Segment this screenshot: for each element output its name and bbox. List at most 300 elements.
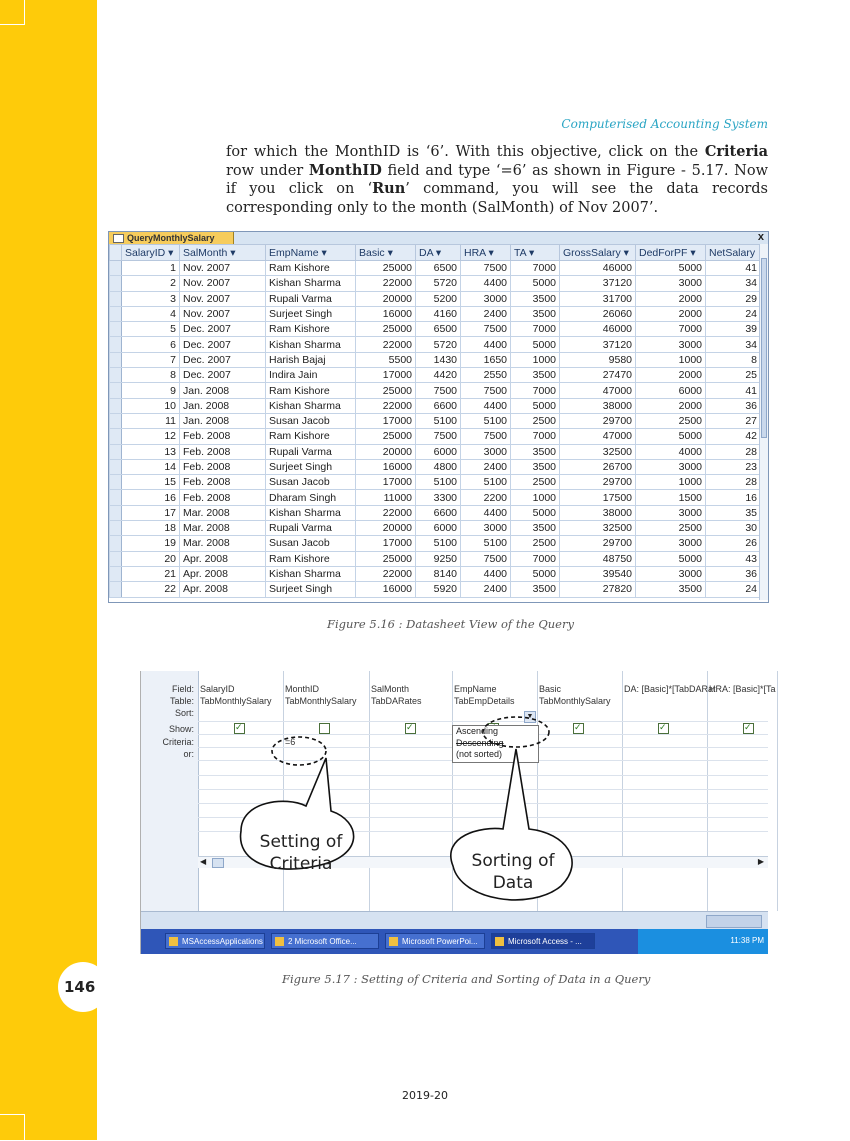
table-cell[interactable]: 22000 xyxy=(356,276,416,291)
table-cell[interactable]: 17500 xyxy=(560,490,636,505)
table-cell[interactable]: 4800 xyxy=(416,459,461,474)
table-row[interactable] xyxy=(110,276,761,291)
table-cell[interactable]: 4 xyxy=(122,306,180,321)
table-cell[interactable]: 3000 xyxy=(636,566,706,581)
table-cell[interactable]: 29700 xyxy=(560,413,636,428)
table-cell[interactable]: 28 xyxy=(706,444,761,459)
table-row[interactable] xyxy=(110,383,761,398)
table-cell[interactable]: 43 xyxy=(706,551,761,566)
table-cell[interactable]: 6000 xyxy=(636,383,706,398)
table-cell[interactable]: 25000 xyxy=(356,322,416,337)
table-cell[interactable]: 42 xyxy=(706,429,761,444)
table-cell[interactable]: 3500 xyxy=(511,306,560,321)
table-cell[interactable]: 2000 xyxy=(636,398,706,413)
criteria-cell[interactable]: =6 xyxy=(285,737,296,747)
table-cell[interactable]: 2400 xyxy=(461,582,511,597)
table-cell[interactable]: 7500 xyxy=(416,429,461,444)
row-selector[interactable] xyxy=(110,398,122,413)
table-cell[interactable]: 5100 xyxy=(416,536,461,551)
table-cell[interactable]: Dec. 2007 xyxy=(180,322,266,337)
taskbar-item-access[interactable]: Microsoft Access - ... xyxy=(491,933,595,949)
table-cell[interactable]: 22 xyxy=(122,582,180,597)
row-selector[interactable] xyxy=(110,322,122,337)
table-cell[interactable]: 3 xyxy=(122,291,180,306)
table-cell[interactable]: 24 xyxy=(706,306,761,321)
row-selector-header[interactable] xyxy=(110,245,122,261)
table-cell[interactable]: 37120 xyxy=(560,337,636,352)
table-cell[interactable]: Jan. 2008 xyxy=(180,413,266,428)
column-header[interactable]: NetSalary xyxy=(706,245,761,261)
table-cell[interactable]: 8 xyxy=(706,352,761,367)
field-cell[interactable]: MonthID xyxy=(285,684,320,694)
table-cell[interactable]: 23 xyxy=(706,459,761,474)
row-selector[interactable] xyxy=(110,413,122,428)
table-cell[interactable]: Dharam Singh xyxy=(266,490,356,505)
table-cell[interactable]: Rupali Varma xyxy=(266,291,356,306)
table-cell[interactable]: 18 xyxy=(122,521,180,536)
table-cell[interactable]: 5000 xyxy=(511,398,560,413)
table-cell[interactable]: Kishan Sharma xyxy=(266,337,356,352)
table-row[interactable] xyxy=(110,475,761,490)
column-header[interactable]: DedForPF ▾ xyxy=(636,245,706,261)
table-cell[interactable]: 5000 xyxy=(511,566,560,581)
table-cell[interactable]: 2500 xyxy=(511,475,560,490)
row-selector[interactable] xyxy=(110,306,122,321)
table-cell[interactable]: 41 xyxy=(706,383,761,398)
table-cell[interactable]: Dec. 2007 xyxy=(180,368,266,383)
table-cell[interactable]: 39540 xyxy=(560,566,636,581)
table-cell[interactable]: 27470 xyxy=(560,368,636,383)
table-cell[interactable]: 34 xyxy=(706,276,761,291)
table-cell[interactable]: 5500 xyxy=(356,352,416,367)
row-selector[interactable] xyxy=(110,337,122,352)
table-cell[interactable]: 6500 xyxy=(416,261,461,276)
table-cell[interactable]: 2500 xyxy=(636,521,706,536)
table-cell[interactable]: Rupali Varma xyxy=(266,444,356,459)
table-cell[interactable]: TabDARates xyxy=(371,696,422,706)
table-cell[interactable]: 22000 xyxy=(356,337,416,352)
table-cell[interactable]: 7000 xyxy=(511,322,560,337)
table-cell[interactable]: 22000 xyxy=(356,505,416,520)
table-cell[interactable]: 13 xyxy=(122,444,180,459)
table-cell[interactable]: 32500 xyxy=(560,444,636,459)
table-cell[interactable]: Mar. 2008 xyxy=(180,536,266,551)
table-cell[interactable]: 4420 xyxy=(416,368,461,383)
table-cell[interactable]: TabMonthlySalary xyxy=(285,696,357,706)
table-cell[interactable]: 2400 xyxy=(461,459,511,474)
table-cell[interactable]: TabMonthlySalary xyxy=(539,696,611,706)
table-cell[interactable]: Dec. 2007 xyxy=(180,352,266,367)
column-header[interactable]: SalMonth ▾ xyxy=(180,245,266,261)
table-cell[interactable]: 5000 xyxy=(511,505,560,520)
table-cell[interactable]: 4400 xyxy=(461,398,511,413)
table-cell[interactable]: 4160 xyxy=(416,306,461,321)
table-cell[interactable]: 3500 xyxy=(511,444,560,459)
table-row[interactable] xyxy=(110,352,761,367)
table-cell[interactable]: 22000 xyxy=(356,398,416,413)
row-selector[interactable] xyxy=(110,276,122,291)
table-cell[interactable]: 6500 xyxy=(416,322,461,337)
table-row[interactable] xyxy=(110,444,761,459)
table-row[interactable] xyxy=(110,291,761,306)
row-selector[interactable] xyxy=(110,429,122,444)
table-row[interactable] xyxy=(110,536,761,551)
field-cell[interactable]: EmpName xyxy=(454,684,497,694)
table-cell[interactable]: 21 xyxy=(122,566,180,581)
table-cell[interactable]: Feb. 2008 xyxy=(180,444,266,459)
table-cell[interactable]: 6600 xyxy=(416,398,461,413)
table-cell[interactable]: 11000 xyxy=(356,490,416,505)
table-cell[interactable]: 3000 xyxy=(636,459,706,474)
row-selector[interactable] xyxy=(110,536,122,551)
table-cell[interactable]: 16 xyxy=(706,490,761,505)
column-header[interactable]: DA ▾ xyxy=(416,245,461,261)
table-cell[interactable]: 7500 xyxy=(461,429,511,444)
table-cell[interactable]: 3500 xyxy=(511,459,560,474)
table-cell[interactable]: 5 xyxy=(122,322,180,337)
table-cell[interactable]: 4400 xyxy=(461,276,511,291)
table-cell[interactable]: Ram Kishore xyxy=(266,322,356,337)
table-cell[interactable]: 16000 xyxy=(356,582,416,597)
table-cell[interactable]: 25000 xyxy=(356,551,416,566)
row-selector[interactable] xyxy=(110,352,122,367)
table-cell[interactable]: 7500 xyxy=(461,322,511,337)
table-cell[interactable]: 1000 xyxy=(511,490,560,505)
taskbar-item-powerpoint[interactable]: Microsoft PowerPoi... xyxy=(385,933,485,949)
table-cell[interactable]: 3000 xyxy=(636,536,706,551)
table-cell[interactable]: 3000 xyxy=(636,276,706,291)
table-cell[interactable]: 2500 xyxy=(511,536,560,551)
scroll-thumb[interactable] xyxy=(761,258,767,438)
table-cell[interactable]: 3500 xyxy=(636,582,706,597)
table-cell[interactable]: Ram Kishore xyxy=(266,261,356,276)
table-cell[interactable]: 5000 xyxy=(636,551,706,566)
table-cell[interactable]: 29700 xyxy=(560,536,636,551)
vertical-scrollbar[interactable] xyxy=(759,244,768,600)
row-selector[interactable] xyxy=(110,582,122,597)
table-row[interactable] xyxy=(110,459,761,474)
table-cell[interactable]: Susan Jacob xyxy=(266,413,356,428)
table-cell[interactable]: Nov. 2007 xyxy=(180,261,266,276)
table-cell[interactable]: Apr. 2008 xyxy=(180,582,266,597)
table-cell[interactable]: 29700 xyxy=(560,475,636,490)
table-row[interactable] xyxy=(110,582,761,597)
table-cell[interactable]: 7500 xyxy=(461,261,511,276)
table-row[interactable] xyxy=(110,413,761,428)
row-selector[interactable] xyxy=(110,490,122,505)
table-cell[interactable]: 9250 xyxy=(416,551,461,566)
table-row[interactable] xyxy=(110,261,761,276)
row-selector[interactable] xyxy=(110,566,122,581)
table-cell[interactable]: Indira Jain xyxy=(266,368,356,383)
table-cell[interactable]: 27 xyxy=(706,413,761,428)
table-cell[interactable]: 5100 xyxy=(461,413,511,428)
table-cell[interactable]: 5720 xyxy=(416,337,461,352)
table-cell[interactable]: 47000 xyxy=(560,429,636,444)
table-cell[interactable]: 7500 xyxy=(416,383,461,398)
table-cell[interactable]: 36 xyxy=(706,398,761,413)
table-cell[interactable]: 2500 xyxy=(511,413,560,428)
table-cell[interactable]: Mar. 2008 xyxy=(180,505,266,520)
table-cell[interactable]: 38000 xyxy=(560,505,636,520)
table-cell[interactable]: 5100 xyxy=(461,475,511,490)
column-header[interactable]: GrossSalary ▾ xyxy=(560,245,636,261)
table-cell[interactable]: 17000 xyxy=(356,413,416,428)
table-cell[interactable]: 2000 xyxy=(636,306,706,321)
table-cell[interactable]: 3500 xyxy=(511,582,560,597)
table-cell[interactable]: Feb. 2008 xyxy=(180,459,266,474)
scroll-left-icon[interactable]: ◀ xyxy=(200,857,207,866)
row-selector[interactable] xyxy=(110,505,122,520)
table-cell[interactable]: 22000 xyxy=(356,566,416,581)
row-selector[interactable] xyxy=(110,368,122,383)
table-row[interactable] xyxy=(110,551,761,566)
table-cell[interactable]: 7 xyxy=(122,352,180,367)
field-cell[interactable]: DA: [Basic]*[TabDARat xyxy=(624,684,716,694)
table-cell[interactable]: Apr. 2008 xyxy=(180,566,266,581)
field-cell[interactable]: Basic xyxy=(539,684,562,694)
table-cell[interactable]: 5000 xyxy=(636,429,706,444)
table-row[interactable] xyxy=(110,398,761,413)
row-selector[interactable] xyxy=(110,551,122,566)
table-cell[interactable]: Kishan Sharma xyxy=(266,566,356,581)
table-cell[interactable]: 3000 xyxy=(636,337,706,352)
table-cell[interactable]: 31700 xyxy=(560,291,636,306)
table-cell[interactable]: 32500 xyxy=(560,521,636,536)
table-cell[interactable]: Surjeet Singh xyxy=(266,459,356,474)
table-cell[interactable]: Ram Kishore xyxy=(266,551,356,566)
row-selector[interactable] xyxy=(110,521,122,536)
table-cell[interactable]: Jan. 2008 xyxy=(180,383,266,398)
table-cell[interactable]: 39 xyxy=(706,322,761,337)
query-tab[interactable] xyxy=(109,232,234,244)
table-cell[interactable]: Susan Jacob xyxy=(266,475,356,490)
table-cell[interactable]: 5100 xyxy=(461,536,511,551)
table-cell[interactable]: 5000 xyxy=(511,276,560,291)
table-cell[interactable]: 20000 xyxy=(356,291,416,306)
table-cell[interactable]: 16000 xyxy=(356,306,416,321)
table-cell[interactable]: 1000 xyxy=(636,475,706,490)
table-cell[interactable]: 3500 xyxy=(511,291,560,306)
table-cell[interactable]: 2200 xyxy=(461,490,511,505)
table-cell[interactable]: 5100 xyxy=(416,475,461,490)
table-cell[interactable]: 5100 xyxy=(416,413,461,428)
table-cell[interactable]: 36 xyxy=(706,566,761,581)
table-cell[interactable]: 4400 xyxy=(461,337,511,352)
table-cell[interactable]: 47000 xyxy=(560,383,636,398)
table-cell[interactable]: 16 xyxy=(122,490,180,505)
field-cell[interactable]: SalMonth xyxy=(371,684,410,694)
table-cell[interactable]: 20000 xyxy=(356,521,416,536)
table-cell[interactable]: 7000 xyxy=(511,429,560,444)
table-cell[interactable]: 27820 xyxy=(560,582,636,597)
sort-option-descending[interactable]: Descending xyxy=(456,737,504,748)
table-cell[interactable]: 1430 xyxy=(416,352,461,367)
column-header[interactable]: TA ▾ xyxy=(511,245,560,261)
table-cell[interactable]: 2000 xyxy=(636,368,706,383)
table-cell[interactable]: TabEmpDetails xyxy=(454,696,515,706)
table-cell[interactable]: 20 xyxy=(122,551,180,566)
field-cell[interactable]: HRA: [Basic]*[Ta xyxy=(709,684,776,694)
table-cell[interactable]: 7000 xyxy=(511,383,560,398)
table-cell[interactable]: 5000 xyxy=(511,337,560,352)
table-row[interactable] xyxy=(110,306,761,321)
table-cell[interactable]: 1500 xyxy=(636,490,706,505)
table-cell[interactable]: 3000 xyxy=(461,444,511,459)
table-cell[interactable]: 1000 xyxy=(511,352,560,367)
taskbar-item-folder[interactable]: MSAccessApplications xyxy=(165,933,265,949)
table-cell[interactable]: 9 xyxy=(122,383,180,398)
table-cell[interactable]: 25000 xyxy=(356,261,416,276)
table-cell[interactable]: 15 xyxy=(122,475,180,490)
sort-dropdown-button[interactable]: ▼ xyxy=(524,711,536,723)
sort-option-ascending[interactable]: Ascending xyxy=(456,726,499,736)
table-cell[interactable]: Surjeet Singh xyxy=(266,306,356,321)
table-row[interactable] xyxy=(110,429,761,444)
table-cell[interactable]: Ram Kishore xyxy=(266,383,356,398)
table-cell[interactable]: 5200 xyxy=(416,291,461,306)
row-selector[interactable] xyxy=(110,444,122,459)
table-cell[interactable]: Ram Kishore xyxy=(266,429,356,444)
taskbar-item-office[interactable]: 2 Microsoft Office... xyxy=(271,933,379,949)
table-cell[interactable]: 25000 xyxy=(356,383,416,398)
table-cell[interactable]: 9580 xyxy=(560,352,636,367)
table-cell[interactable]: 3500 xyxy=(511,368,560,383)
column-header[interactable]: SalaryID ▾ xyxy=(122,245,180,261)
table-cell[interactable]: TabMonthlySalary xyxy=(200,696,272,706)
table-cell[interactable]: 37120 xyxy=(560,276,636,291)
table-cell[interactable]: 1 xyxy=(122,261,180,276)
table-cell[interactable]: Jan. 2008 xyxy=(180,398,266,413)
table-cell[interactable]: 3000 xyxy=(461,521,511,536)
table-cell[interactable]: 17000 xyxy=(356,536,416,551)
table-cell[interactable]: Harish Bajaj xyxy=(266,352,356,367)
table-cell[interactable]: 25000 xyxy=(356,429,416,444)
table-cell[interactable]: 46000 xyxy=(560,322,636,337)
table-cell[interactable]: 26700 xyxy=(560,459,636,474)
column-header[interactable]: Basic ▾ xyxy=(356,245,416,261)
column-header[interactable]: EmpName ▾ xyxy=(266,245,356,261)
table-cell[interactable]: 26 xyxy=(706,536,761,551)
table-cell[interactable]: 3000 xyxy=(461,291,511,306)
table-cell[interactable]: 6000 xyxy=(416,444,461,459)
table-cell[interactable]: 38000 xyxy=(560,398,636,413)
table-cell[interactable]: 7000 xyxy=(511,551,560,566)
table-cell[interactable]: Surjeet Singh xyxy=(266,582,356,597)
table-cell[interactable]: 7000 xyxy=(511,261,560,276)
table-cell[interactable]: 2550 xyxy=(461,368,511,383)
table-cell[interactable]: Mar. 2008 xyxy=(180,521,266,536)
table-cell[interactable]: Feb. 2008 xyxy=(180,429,266,444)
table-cell[interactable]: Feb. 2008 xyxy=(180,490,266,505)
table-cell[interactable]: 10 xyxy=(122,398,180,413)
field-cell[interactable]: SalaryID xyxy=(200,684,235,694)
table-cell[interactable]: 7500 xyxy=(461,551,511,566)
table-cell[interactable]: Kishan Sharma xyxy=(266,398,356,413)
table-cell[interactable]: 2 xyxy=(122,276,180,291)
table-cell[interactable]: 35 xyxy=(706,505,761,520)
table-cell[interactable]: Kishan Sharma xyxy=(266,505,356,520)
table-cell[interactable]: Nov. 2007 xyxy=(180,291,266,306)
table-cell[interactable]: 26060 xyxy=(560,306,636,321)
table-row[interactable] xyxy=(110,368,761,383)
row-selector[interactable] xyxy=(110,383,122,398)
table-cell[interactable]: 20000 xyxy=(356,444,416,459)
table-row[interactable] xyxy=(110,337,761,352)
scroll-right-icon[interactable]: ▶ xyxy=(757,857,764,866)
table-row[interactable] xyxy=(110,521,761,536)
table-row[interactable] xyxy=(110,322,761,337)
sort-option-not-sorted[interactable]: (not sorted) xyxy=(456,749,503,759)
table-cell[interactable]: Rupali Varma xyxy=(266,521,356,536)
table-cell[interactable]: 34 xyxy=(706,337,761,352)
table-cell[interactable]: 5920 xyxy=(416,582,461,597)
table-cell[interactable]: 41 xyxy=(706,261,761,276)
table-cell[interactable]: Nov. 2007 xyxy=(180,306,266,321)
table-cell[interactable]: 29 xyxy=(706,291,761,306)
table-cell[interactable]: 17000 xyxy=(356,368,416,383)
table-cell[interactable]: 8 xyxy=(122,368,180,383)
table-cell[interactable]: 30 xyxy=(706,521,761,536)
table-cell[interactable]: 25 xyxy=(706,368,761,383)
table-cell[interactable]: 17000 xyxy=(356,475,416,490)
row-selector[interactable] xyxy=(110,475,122,490)
table-cell[interactable]: 4000 xyxy=(636,444,706,459)
view-buttons[interactable] xyxy=(706,915,762,928)
table-cell[interactable]: 4400 xyxy=(461,566,511,581)
table-cell[interactable]: 1650 xyxy=(461,352,511,367)
table-cell[interactable]: 16000 xyxy=(356,459,416,474)
table-row[interactable] xyxy=(110,505,761,520)
table-row[interactable] xyxy=(110,490,761,505)
table-cell[interactable]: 5720 xyxy=(416,276,461,291)
table-cell[interactable]: 19 xyxy=(122,536,180,551)
table-cell[interactable]: 3000 xyxy=(636,505,706,520)
table-cell[interactable]: 6 xyxy=(122,337,180,352)
row-selector[interactable] xyxy=(110,261,122,276)
table-cell[interactable]: 24 xyxy=(706,582,761,597)
close-icon[interactable]: x xyxy=(757,231,764,243)
column-header[interactable]: HRA ▾ xyxy=(461,245,511,261)
table-cell[interactable]: 11 xyxy=(122,413,180,428)
table-cell[interactable]: 12 xyxy=(122,429,180,444)
table-cell[interactable]: Feb. 2008 xyxy=(180,475,266,490)
table-cell[interactable]: Nov. 2007 xyxy=(180,276,266,291)
table-cell[interactable]: 14 xyxy=(122,459,180,474)
table-cell[interactable]: Apr. 2008 xyxy=(180,551,266,566)
table-cell[interactable]: 28 xyxy=(706,475,761,490)
table-cell[interactable]: 8140 xyxy=(416,566,461,581)
table-cell[interactable]: 4400 xyxy=(461,505,511,520)
table-cell[interactable]: 7000 xyxy=(636,322,706,337)
table-cell[interactable]: 17 xyxy=(122,505,180,520)
table-cell[interactable]: 7500 xyxy=(461,383,511,398)
table-cell[interactable]: 2000 xyxy=(636,291,706,306)
table-cell[interactable]: 46000 xyxy=(560,261,636,276)
table-cell[interactable]: 5000 xyxy=(636,261,706,276)
table-cell[interactable]: 6000 xyxy=(416,521,461,536)
table-cell[interactable]: Susan Jacob xyxy=(266,536,356,551)
table-cell[interactable]: 48750 xyxy=(560,551,636,566)
row-selector[interactable] xyxy=(110,459,122,474)
table-cell[interactable]: 3300 xyxy=(416,490,461,505)
row-selector[interactable] xyxy=(110,291,122,306)
table-cell[interactable]: Kishan Sharma xyxy=(266,276,356,291)
table-cell[interactable]: 6600 xyxy=(416,505,461,520)
table-cell[interactable]: Dec. 2007 xyxy=(180,337,266,352)
table-cell[interactable]: 3500 xyxy=(511,521,560,536)
table-row[interactable] xyxy=(110,566,761,581)
